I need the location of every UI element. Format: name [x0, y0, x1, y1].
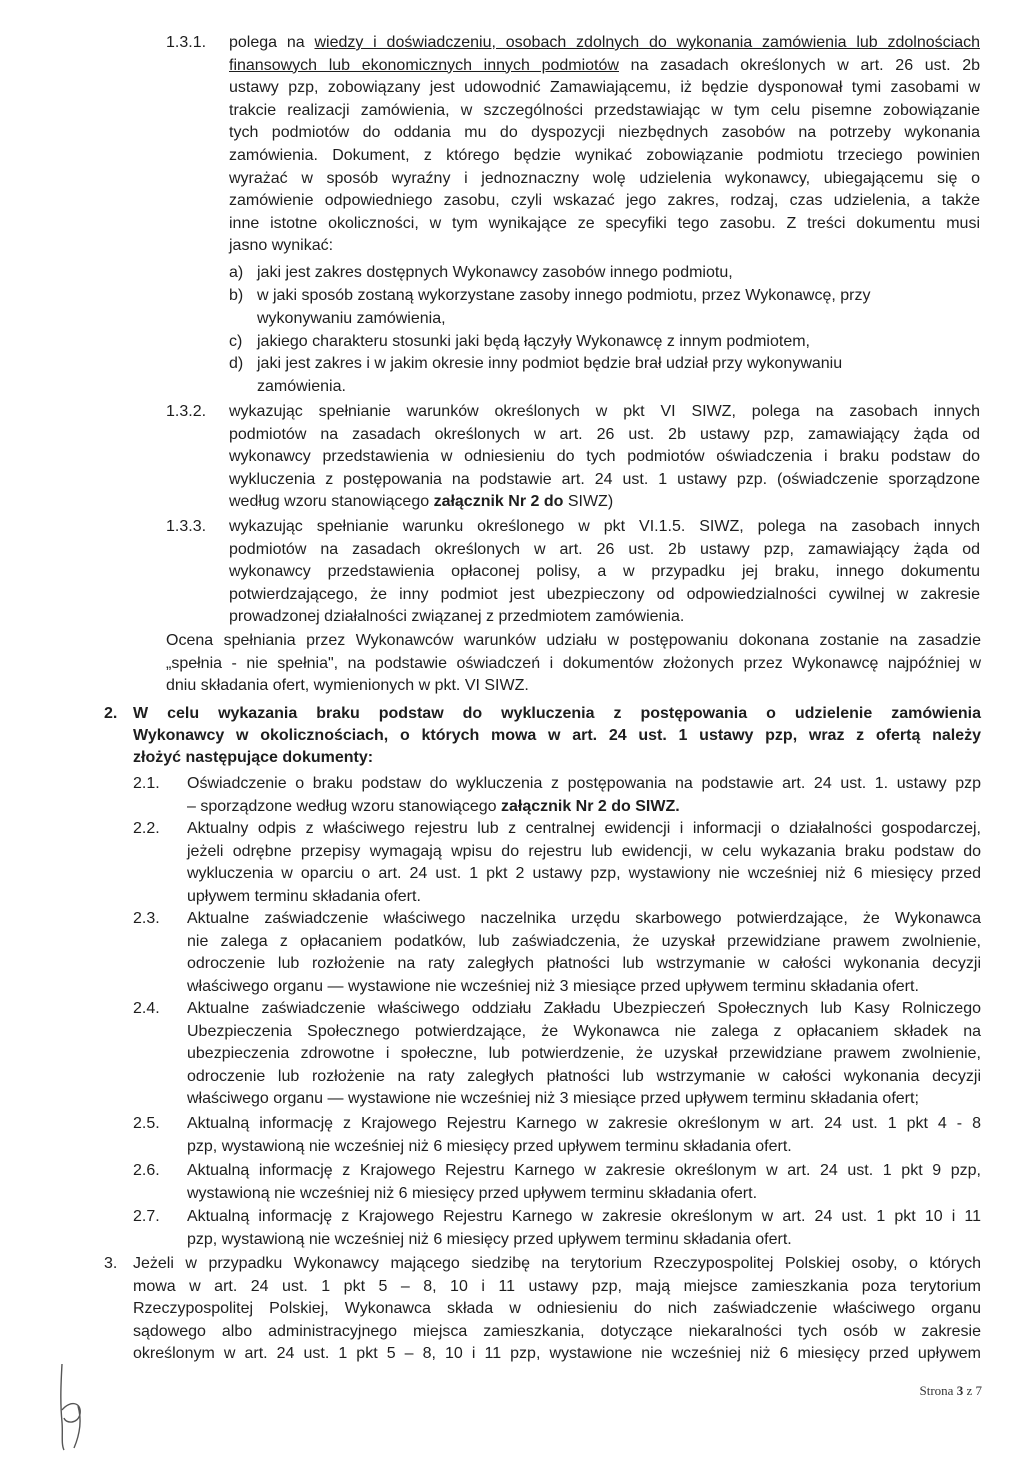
text-line: pzp, wystawioną nie wcześniej niż 6 miesięcy przed upływem terminu składania ofert. — [187, 1137, 792, 1155]
text-line: wykonawcy przedstawienia w odniesieniu do tych podmiotów oświadczenia i braku podstaw do — [229, 448, 980, 466]
section-1-3-3-body — [229, 516, 980, 629]
text-line: w jaki sposób zostaną wykorzystane zasoby innego podmiotu, przez Wykonawcę, przy — [257, 287, 871, 304]
text-line: właściwego organu — wystawione nie wcześniej niż 3 miesiące przed upływem terminu składania ofert. — [187, 977, 919, 995]
text-line: trakcie realizacji zamówienia, w szczególności przedstawiając w tym celu pisemne zobowiązanie — [229, 101, 980, 119]
text-line: potwierdzającego, że inny podmiot jest ubezpieczony od odpowiedzialności cywilnej w zakresie — [229, 585, 980, 603]
item-number-2-7: 2.7. — [133, 1208, 160, 1225]
section-number-1-3-1: 1.3.1. — [166, 34, 207, 51]
section-1-3-2-body — [229, 401, 980, 514]
text-line: właściwego organu — wystawione nie wcześniej niż 3 miesiące przed upływem terminu składania ofert; — [187, 1090, 919, 1108]
page-number-footer — [920, 1380, 982, 1403]
underlined-phrase: finansowych lub ekonomicznych innych podmiotów — [229, 56, 619, 74]
sublist-label-c: c) — [229, 333, 243, 350]
text-line: wykazując spełnianie warunku określonego w pkt VI.1.5. SIWZ, polega na zasobach innych — [229, 518, 980, 535]
item-2-5-body — [187, 1113, 981, 1158]
text-line: odroczenie lub rozłożenie na raty zaległych płatności lub wstrzymanie w całości wykonania decyzji — [187, 1067, 981, 1085]
text-line: jaki jest zakres i w jakim okresie inny podmiot będzie brał udział przy wykonywaniu — [257, 355, 843, 372]
text-line: pzp, wystawioną nie wcześniej niż 6 miesięcy przed upływem terminu składania ofert. — [187, 1230, 792, 1248]
sublist-label-b: b) — [229, 287, 244, 304]
text-line: upływem terminu składania ofert. — [187, 887, 421, 905]
text-line: podmiotów na zasadach określonych w art. 26 ust. 2b ustawy pzp, zamawiający żąda od — [229, 425, 980, 443]
sublist-item-d — [257, 353, 957, 398]
sublist-item-c — [257, 331, 957, 354]
item-number-2-5: 2.5. — [133, 1115, 160, 1132]
section-2-heading — [133, 703, 981, 769]
text-line: złożyć następujące dokumenty: — [133, 749, 374, 766]
page-label: Strona — [919, 1383, 954, 1398]
section-3-body — [133, 1253, 981, 1366]
text-line: podmiotów na zasadach określonych w art. 26 ust. 2b ustawy pzp, zamawiający żąda od — [229, 540, 980, 558]
total-pages: 7 — [975, 1383, 982, 1398]
text-line: „spełnia - nie spełnia", na podstawie oświadczeń i dokumentów złożonych przez Wykonawcę najpóźniej w — [166, 654, 981, 672]
text-line: W celu wykazania braku podstaw do wykluczenia z postępowania o udzielenie zamówienia — [133, 705, 981, 722]
item-number-2-1: 2.1. — [133, 775, 160, 792]
text-line: Aktualny odpis z właściwego rejestru lub z centralnej ewidencji i informacji o działalności gospodarczej, — [187, 820, 981, 837]
text-line: ustawy pzp, zobowiązany jest udowodnić Zamawiającemu, iż będzie dysponował tymi zasobami w — [229, 79, 980, 97]
section-number-1-3-2: 1.3.2. — [166, 403, 207, 420]
sublist-item-b — [257, 285, 957, 330]
sublist-label-a: a) — [229, 264, 244, 281]
text-line: nie zalega z opłacaniem podatków, lub zaświadczenia, że uzyskał przewidziane prawem zwolnienie, — [187, 932, 981, 950]
text-line: tych podmiotów do oddania mu do dyspozycji niezbędnych zasobów na potrzeby wykonania — [229, 124, 980, 142]
item-number-2-6: 2.6. — [133, 1162, 160, 1179]
text-line: zamówienia. Dokument, z którego będzie wynikać zobowiązanie podmiotu trzeciego powinien — [229, 146, 980, 164]
text-line: wykonawcy przedstawienia opłaconej polisy, a w przypadku jej braku, innego dokumentu — [229, 563, 980, 581]
text-line: Aktualną informację z Krajowego Rejestru Karnego w zakresie określonym w art. 24 ust. 1 pkt 4 - 8 — [187, 1115, 981, 1132]
text-line: Oświadczenie o braku podstaw do wykluczenia z postępowania na podstawie art. 24 ust. 1. ustawy pzp — [187, 775, 981, 792]
text-line: inne istotne okoliczności, w tym wynikające ze specyfiki tego zasobu. Z treści dokumentu musi — [229, 214, 980, 232]
item-2-7-body — [187, 1206, 981, 1251]
text-line: sądowego albo administracyjnego miejsca zamieszkania, dotyczące niekaralności tych osób w zakresie — [133, 1322, 981, 1340]
text-line: Jeżeli w przypadku Wykonawcy mającego siedzibę na terytorium Rzeczypospolitej Polskiej osoby, o których — [133, 1255, 981, 1272]
item-2-1-body — [187, 773, 981, 818]
text-line: zamówienie odpowiedniego zasobu, czyli wskazać jego zakres, rodzaj, czas udzielenia, a także — [229, 192, 980, 210]
text-line: polega na wiedzy i doświadczeniu, osobach zdolnych do wykonania zamówienia lub zdolnościach — [229, 34, 980, 51]
section-number-1-3-3: 1.3.3. — [166, 518, 207, 535]
text-line: wykonywaniu zamówienia, — [257, 309, 446, 327]
text-line: wystawioną nie wcześniej niż 6 miesięcy przed upływem terminu składania ofert. — [187, 1184, 758, 1202]
bold-reference: załącznik Nr 2 do SIWZ. — [500, 797, 680, 815]
section-number-3: 3. — [104, 1255, 118, 1272]
text-line: Aktualne zaświadczenie właściwego oddziału Zakładu Ubezpieczeń Społecznych lub Kasy Rolniczego — [187, 1000, 981, 1017]
text-line: Rzeczypospolitej Polskiej, Wykonawca składa w odniesieniu do nich zaświadczenie właściwego organu — [133, 1300, 981, 1318]
text-line: zamówienia. — [257, 377, 346, 395]
text-line: jasno wynikać: — [229, 237, 334, 255]
text-line: określonym w art. 24 ust. 1 pkt 5 – 8, 10 i 11 pzp, wystawione nie wcześniej niż 6 miesięcy przed upływem — [133, 1345, 981, 1363]
text-line: wykazując spełnianie warunków określonych w pkt VI SIWZ, polega na zasobach innych — [229, 403, 980, 420]
text-line: odroczenie lub rozłożenie na raty zaległych płatności lub wstrzymanie w całości wykonania decyzji — [187, 955, 981, 973]
assessment-paragraph — [166, 630, 981, 698]
text-line: wykluczenia w oparciu o art. 24 ust. 1 pkt 2 ustawy pzp, wystawiony nie wcześniej niż 6 miesięcy przed — [187, 865, 981, 883]
section-1-3-1-body — [229, 32, 980, 258]
text-line: Aktualną informację z Krajowego Rejestru Karnego w zakresie określonym w art. 24 ust. 1 pkt 9 pzp, — [187, 1162, 981, 1179]
page-separator: z — [966, 1383, 973, 1398]
text-line: Ocena spełniania przez Wykonawców warunków udziału w postępowaniu dokonana zostanie na zasadzie — [166, 632, 981, 649]
text-line: Aktualną informację z Krajowego Rejestru Karnego w zakresie określonym w art. 24 ust. 1 pkt 10 i 11 — [187, 1208, 981, 1225]
current-page: 3 — [956, 1383, 964, 1398]
text-line: według wzoru stanowiącego załącznik Nr 2 do SIWZ) — [229, 493, 614, 511]
text-line: ubezpieczenia zdrowotne i społeczne, lub potwierdzenie, że uzyskał przewidziane prawem zwolnienie, — [187, 1045, 981, 1063]
item-2-2-body — [187, 818, 981, 908]
text-line: jeżeli odrębne przepisy wymagają wpisu do rejestru lub ewidencji, w celu wykazania braku podstaw do — [187, 842, 981, 860]
text-line: jakiego charakteru stosunki jaki będą łączyły Wykonawcę z innym podmiotem, — [257, 333, 810, 350]
sublist-label-d: d) — [229, 355, 244, 372]
text-line: finansowych lub ekonomicznych innych podmiotów na zasadach określonych w art. 26 ust. 2b — [229, 56, 981, 74]
item-number-2-2: 2.2. — [133, 820, 160, 837]
item-2-6-body — [187, 1160, 981, 1205]
text-line: wyrażać w sposób wyraźny i jednoznaczny wolę udzielenia wykonawcy, ubiegającemu się o — [229, 169, 980, 187]
text-line: dniu składania ofert, wymienionych w pkt. VI SIWZ. — [166, 677, 529, 695]
item-2-3-body — [187, 908, 981, 998]
text-line: mowa w art. 24 ust. 1 pkt 5 – 8, 10 i 11 ustawy pzp, mają miejsce zamieszkania poza terytorium — [133, 1277, 981, 1295]
item-number-2-4: 2.4. — [133, 1000, 160, 1017]
section-number-2: 2. — [104, 705, 118, 722]
handwritten-initials-icon — [52, 1362, 92, 1452]
text-line: Aktualne zaświadczenie właściwego naczelnika urzędu skarbowego potwierdzające, że Wykonawca — [187, 910, 981, 927]
item-number-2-3: 2.3. — [133, 910, 160, 927]
text-line: prowadzonej działalności związanej z przedmiotem zamówienia. — [229, 608, 685, 626]
text-line: – sporządzone według wzoru stanowiącego załącznik Nr 2 do SIWZ. — [187, 797, 680, 815]
text-line: wykluczenia z postępowania na podstawie art. 24 ust. 1 ustawy pzp. (oświadczenie sporządzone — [229, 470, 980, 488]
text-line: jaki jest zakres dostępnych Wykonawcy zasobów innego podmiotu, — [257, 264, 733, 281]
bold-reference: załącznik Nr 2 do — [433, 493, 564, 511]
item-2-4-body — [187, 998, 981, 1111]
text-line: Wykonawcy w okolicznościach, o których mowa w art. 24 ust. 1 ustawy pzp, wraz z ofertą należy — [133, 727, 981, 744]
sublist-item-a — [257, 262, 957, 285]
underlined-phrase: wiedzy i doświadczeniu, osobach zdolnych do wykonania zamówienia lub zdolnościach — [314, 34, 980, 51]
text-line: Ubezpieczenia Społecznego potwierdzające, że Wykonawca nie zalega z opłacaniem składek na — [187, 1022, 981, 1040]
